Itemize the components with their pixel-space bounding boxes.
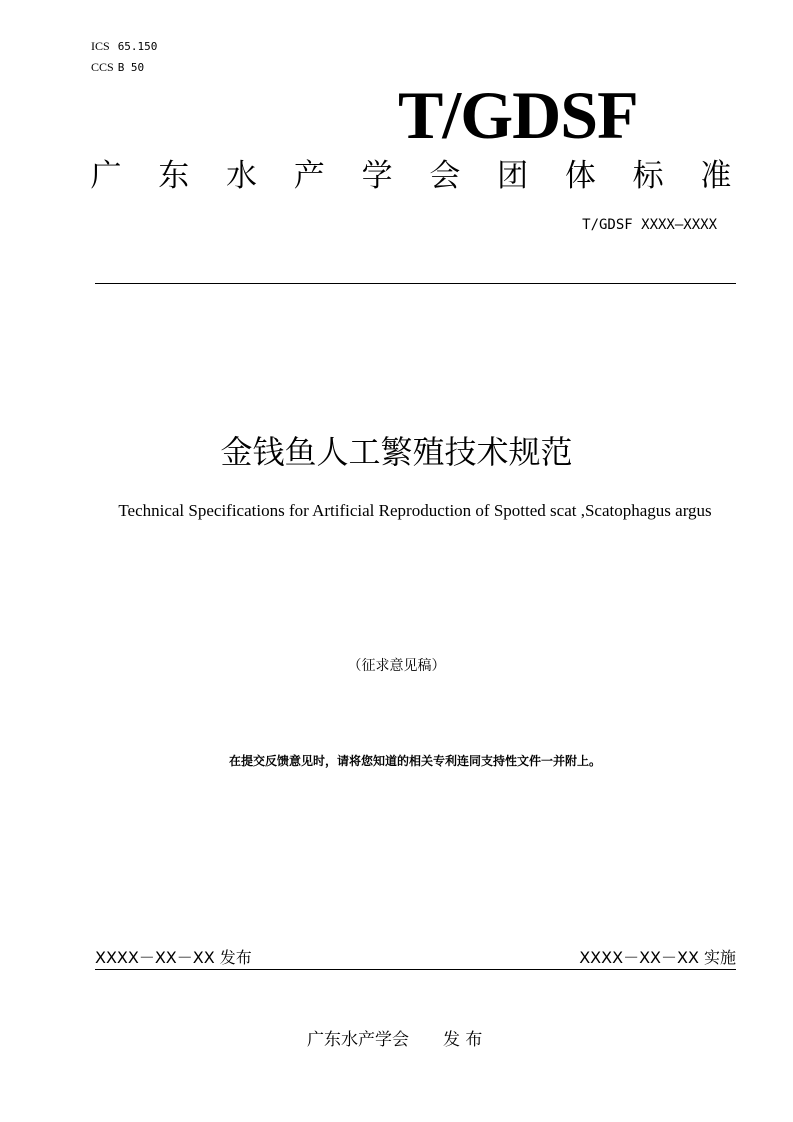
organization-char: 准 [700, 157, 732, 194]
document-title-english: Technical Specifications for Artificial Reproduction of Spotted scat ,Scatophagus argus [118, 501, 712, 520]
organization-name [86, 150, 736, 194]
organization-char: 水 [226, 157, 258, 194]
implementation-date: XXXX－XX－XX 实施 [579, 948, 736, 967]
publish-date: XXXX－XX－XX 发布 [95, 948, 252, 967]
document-title-chinese: 金钱鱼人工繁殖技术规范 [220, 433, 573, 471]
organization-char: 产 [293, 157, 325, 194]
ics-label: ICS [91, 39, 110, 53]
standard-number: T/GDSF XXXX—XXXX [582, 217, 717, 233]
organization-char: 团 [497, 157, 529, 194]
organization-char: 东 [158, 157, 190, 194]
standard-logo: T/GDSF [398, 77, 638, 153]
footer-divider [95, 969, 736, 970]
ics-code: 65.150 [117, 40, 158, 53]
ics-classification [91, 39, 157, 54]
header-divider [95, 283, 736, 284]
ccs-label: CCS [91, 60, 114, 74]
organization-char: 学 [361, 157, 393, 194]
organization-char: 广 [90, 157, 122, 194]
ccs-classification [91, 60, 144, 75]
issuing-organization: 广东水产学会 发 布 [307, 1030, 483, 1050]
organization-char: 体 [564, 157, 596, 194]
ccs-code: B 50 [117, 61, 145, 74]
draft-status: （征求意见稿） [347, 658, 446, 674]
organization-char: 标 [632, 157, 664, 194]
patent-notice: 在提交反馈意见时，请将您知道的相关专利连同支持性文件一并附上。 [228, 754, 601, 768]
organization-char: 会 [429, 157, 461, 194]
